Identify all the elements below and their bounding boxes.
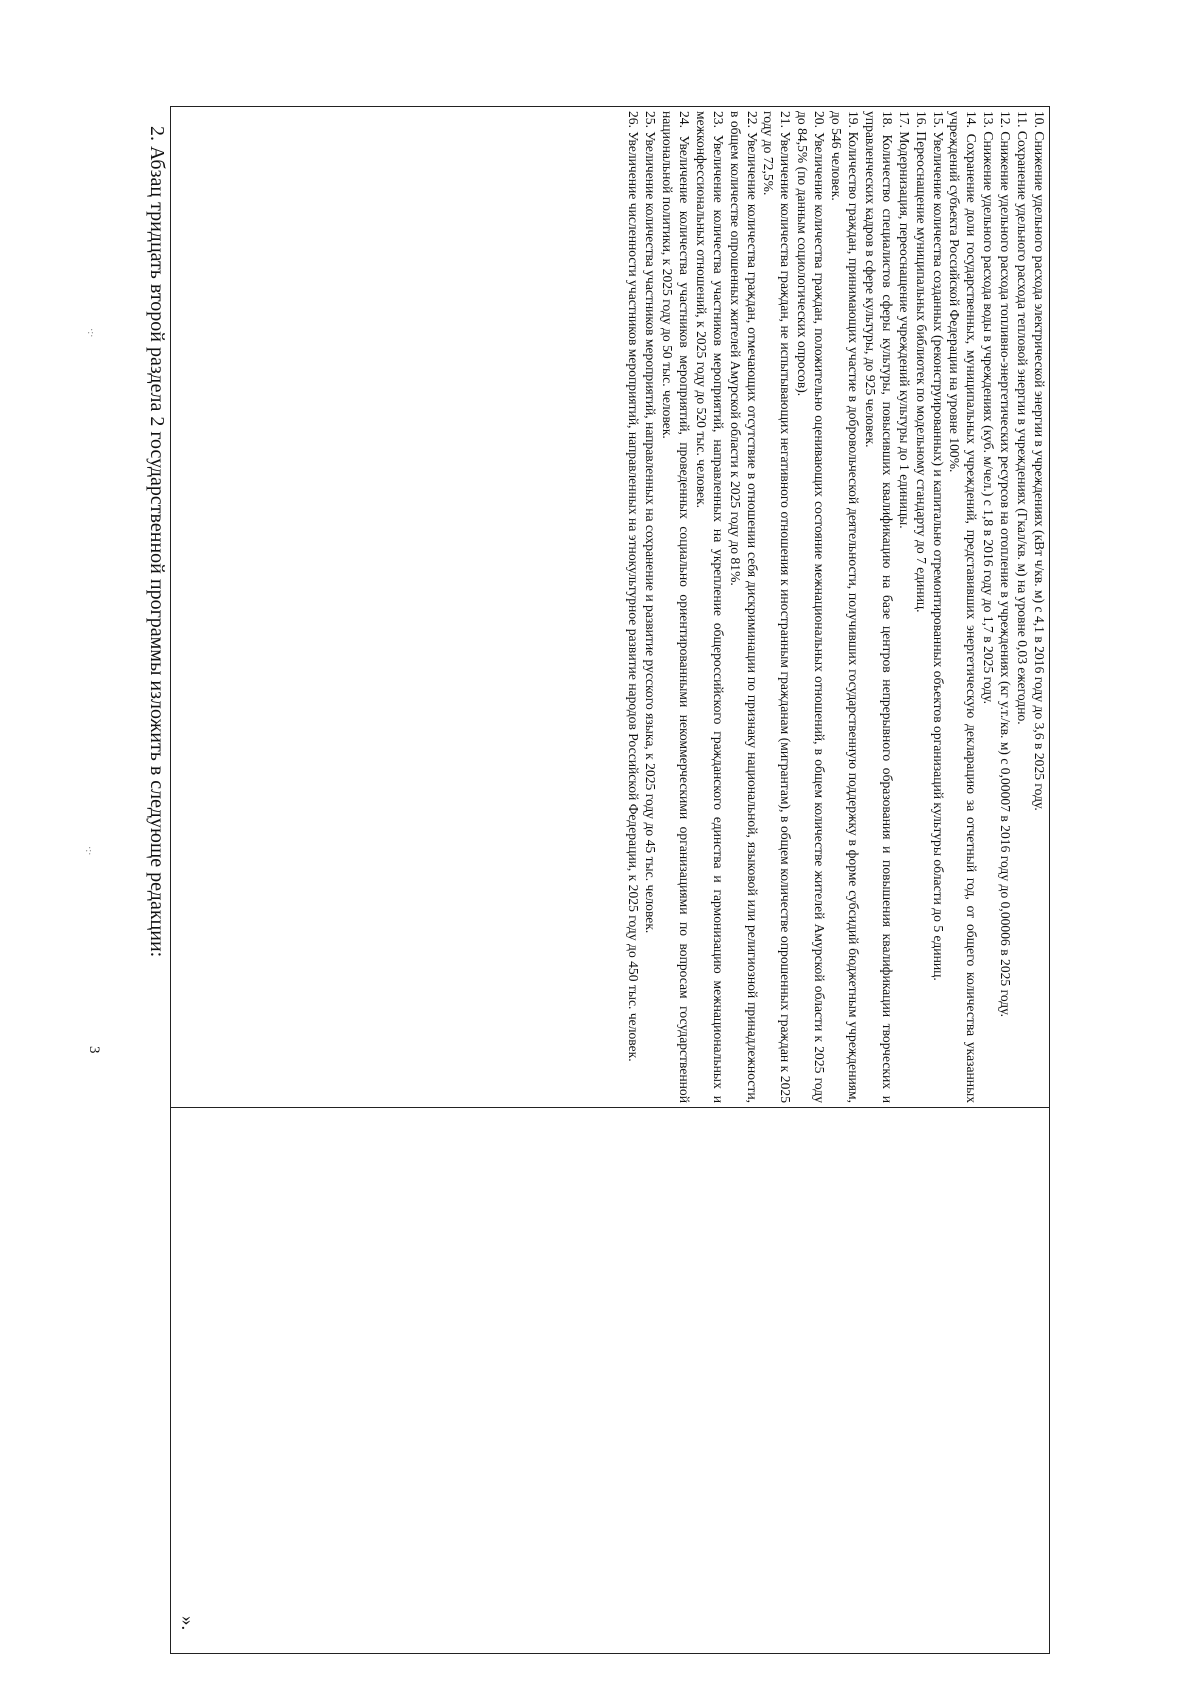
indicator-item: 17. Модернизация, переоснащение учреждений культуры до 1 единицы. (896, 111, 912, 529)
indicators-table (170, 106, 1050, 1654)
indicator-item: 19. Количество граждан, принимающих участие в добровольческой деятельности, получивших государственную поддержку в форме субсидий бюджетным учреждениям, до 546 человек. (829, 111, 862, 1103)
indicator-item: 16. Переоснащение муниципальных библиотек по модельному стандарту до 7 единиц. (913, 111, 929, 613)
scan-mark: ·:· (85, 328, 96, 338)
indicator-item: 12. Снижение удельного расхода топливно-энергетических ресурсов на отопление в учреждениях (кг у.т./кв. м) с 0,00007 в 2016 году до 0,00006 в 2025 году. (998, 111, 1014, 1018)
indicator-item: 25. Увеличение количества участников мероприятий, направленных на сохранение и развитие русского языка, к 2025 году до 45 тыс. человек. (643, 111, 659, 934)
indicator-item: 10. Снижение удельного расхода электрической энергии в учреждениях (кВт ч/кв. м) с 4,1 в 2016 году до 3,6 в 2025 году. (1032, 111, 1047, 811)
indicator-item: 18. Количество специалистов сферы культуры, повысивших квалификацию на базе центров непрерывного образования и повышения квалификации творческих и управленческих кадров в сфере культуры, до 925 человек. (862, 111, 895, 1103)
indicator-item: 14. Сохранение доли государственных, муниципальных учреждений, представивших энергетическую декларацию за отчетный год, от общего количества указанных учреждений субъекта Российской Федерации на уровне 100%. (947, 111, 980, 1103)
indicator-item: 24. Увеличение количества участников мероприятий, проведенных социально ориентированными некоммерческими организациями по вопросам государственной национальной политики, к 2025 году до 50 тыс. человек. (660, 111, 692, 1103)
closing-quote: ». (177, 1616, 198, 1631)
indicator-item: 15. Увеличение количества созданных (реконструированных) и капитально отремонтированных объектов организаций культуры области до 5 единиц. (930, 111, 946, 981)
rotated-page (83, 106, 1090, 1651)
indicator-item: 22. Увеличение количества граждан, отмечающих отсутствие в отношении себя дискриминации по признаку национальной, языковой или религиозной принадлежности, в общем количестве опрошенных жителей Амурской области к 2025 году до 81%. (727, 111, 760, 1103)
indicator-item: 11. Сохранение удельного расхода тепловой энергии в учреждениях (Гкал/кв. м) на уровне 0,03 ежегодно. (1015, 111, 1031, 725)
page-number: 3 (86, 1046, 102, 1054)
indicator-item: 26. Увеличение численности участников мероприятий, направленных на этнокультурное развитие народов Российской Федерации, к 2025 году до 450 тыс. человек. (626, 111, 642, 1062)
indicators-list (624, 107, 1049, 1107)
indicator-item: 13. Снижение удельного расхода воды в учреждениях (куб. м/чел.) с 1,8 в 2016 году до 1,7 в 2025 году. (981, 111, 997, 705)
amendment-paragraph: 2. Абзац тридцать второй раздела 2 государственной программы изложить в следующе редакции: (146, 126, 168, 958)
indicator-item: 23. Увеличение количества участников мероприятий, направленных на укрепление общероссийского гражданского единства и гармонизацию межнациональных и межконфессиональных отношений, к 2025 году до 520 тыс. человек. (693, 111, 726, 1103)
indicator-item: 20. Увеличение количества граждан, положительно оценивающих состояние межнациональных отношений, в общем количестве жителей Амурской области к 2025 году до 84,5% (по данным социологических опросов). (795, 111, 828, 1103)
indicators-cell (171, 107, 1050, 1108)
indicator-item: 21. Увеличение количества граждан, не испытывающих негативного отношения к иностранным гражданам (мигрантам), в общем количестве опрошенных граждан к 2025 году до 72,5%. (761, 111, 794, 1103)
empty-label-cell (171, 1108, 1050, 1654)
table-row (171, 107, 1050, 1654)
scan-mark: ·:· (83, 846, 94, 856)
